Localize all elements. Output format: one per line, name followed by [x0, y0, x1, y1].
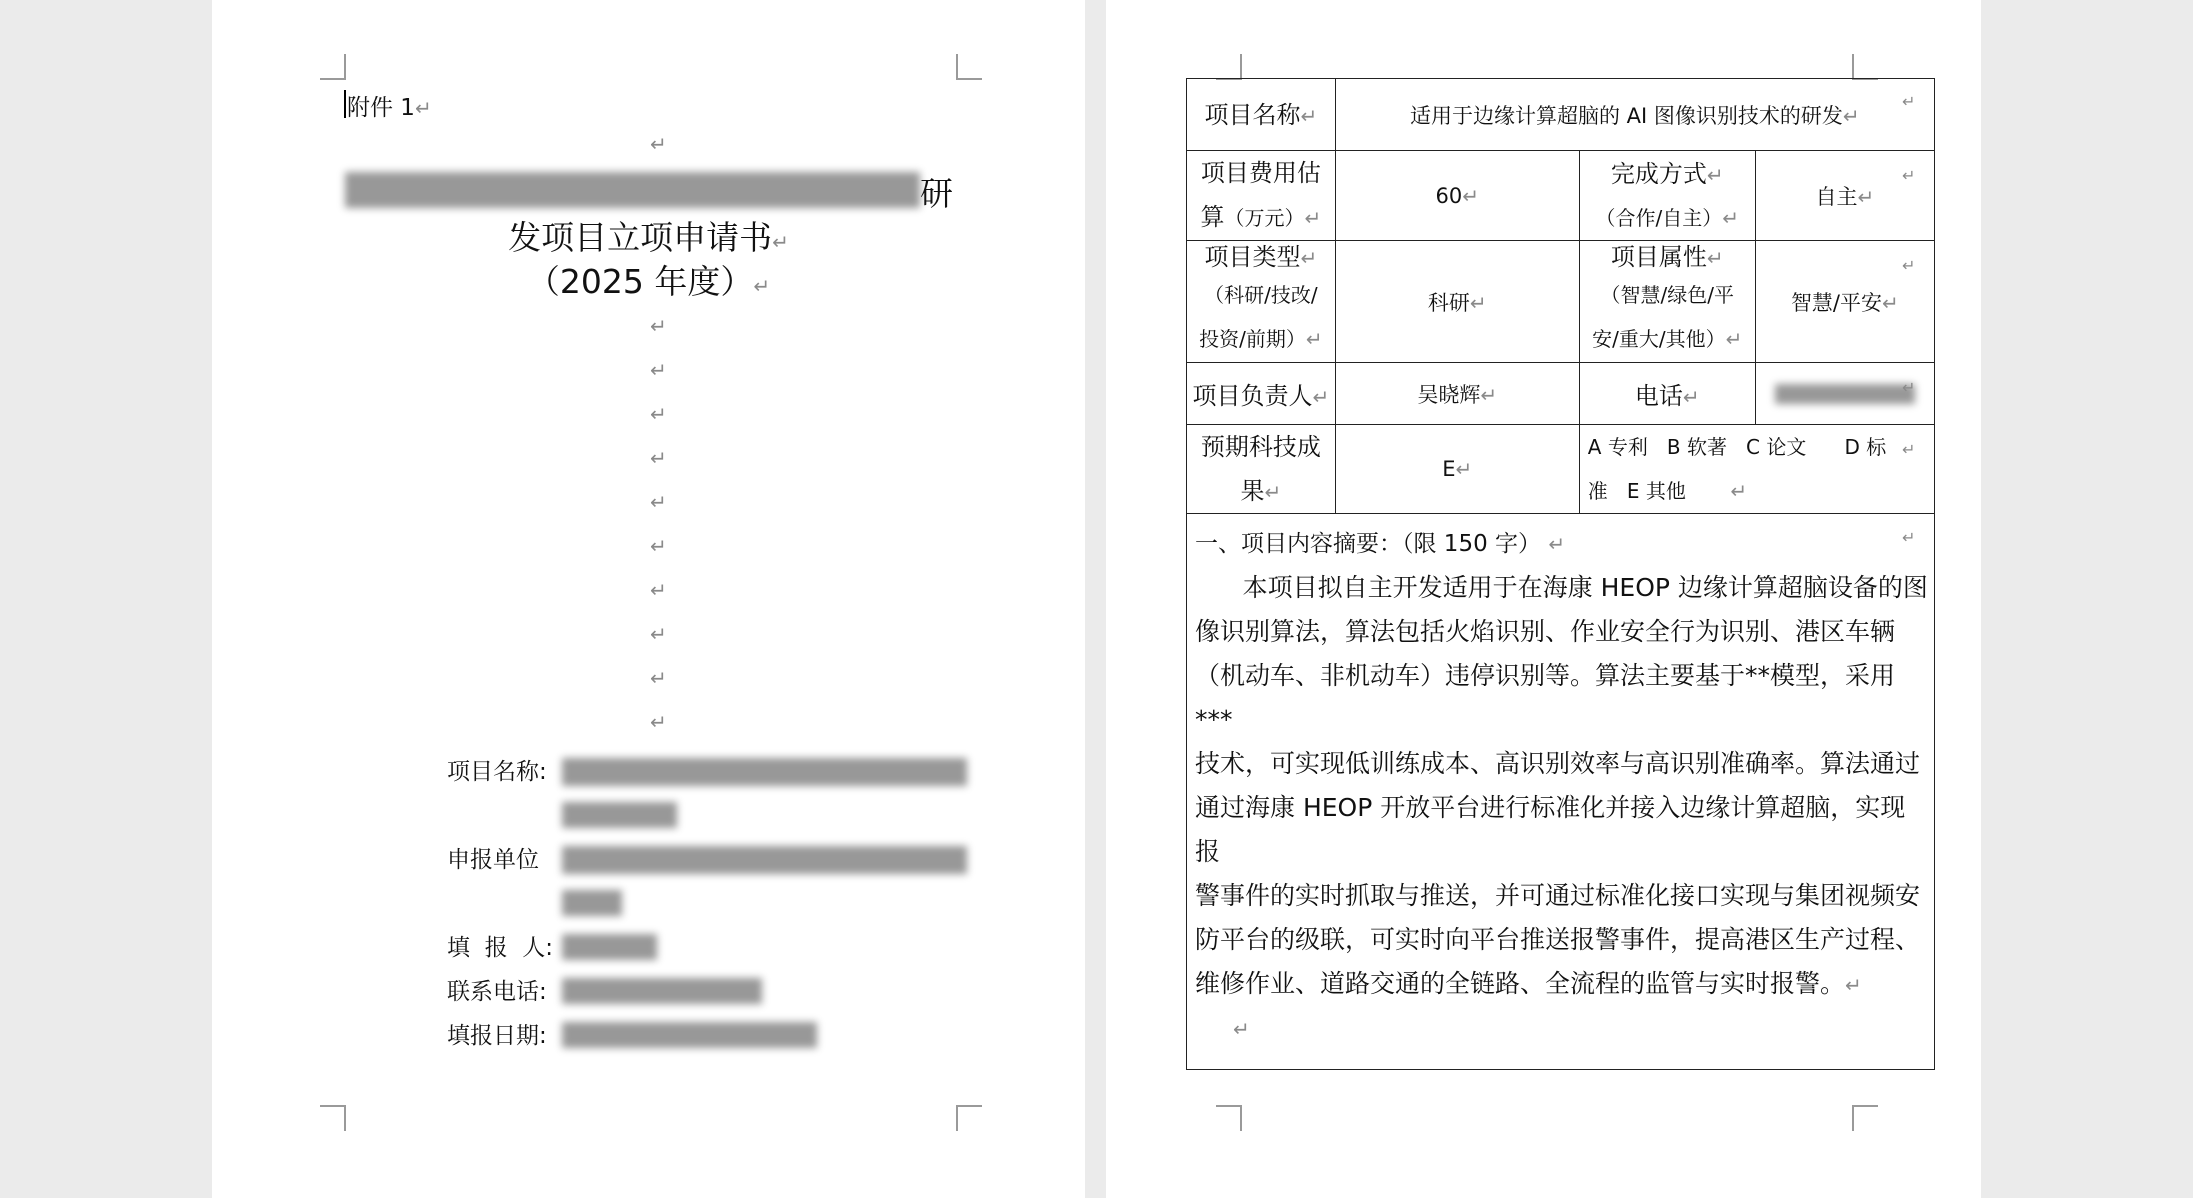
title-line3: （2025 年度）↵	[526, 262, 771, 301]
cell-project-name-value[interactable]: 适用于边缘计算超脑的 AI 图像识别技术的研发↵	[1335, 79, 1934, 151]
cell-leader-label[interactable]: 项目负责人↵	[1187, 363, 1336, 425]
corner-mark	[1216, 54, 1242, 80]
cell-result-value[interactable]: E↵	[1335, 425, 1579, 514]
cell-result-options[interactable]	[1579, 425, 1934, 514]
cell-type-label[interactable]	[1187, 241, 1336, 363]
cell-completion-label[interactable]	[1579, 151, 1755, 241]
type-hint-line2: 投资/前期）↵	[1199, 327, 1323, 351]
type-label: 项目类型↵	[1204, 243, 1318, 271]
cell-phone-label[interactable]: 电话↵	[1579, 363, 1755, 425]
attachment-label[interactable]: 附件 1↵	[347, 95, 432, 121]
paragraph-mark: ↵	[650, 534, 667, 558]
corner-mark	[1216, 1105, 1242, 1131]
summary-line: 本项目拟自主开发适用于在海康 HEOP 边缘计算超脑设备的图	[1195, 573, 1928, 602]
cell-leader-value[interactable]: 吴晓辉↵	[1335, 363, 1579, 425]
completion-label: 完成方式↵	[1610, 159, 1724, 188]
row-end-mark: ↵	[1902, 528, 1916, 547]
paragraph-mark: ↵	[650, 446, 667, 470]
row-end-mark: ↵	[1902, 256, 1916, 275]
project-form-table	[1186, 78, 1935, 1070]
corner-mark	[1852, 54, 1878, 80]
cell-completion-value[interactable]: 自主↵	[1755, 151, 1934, 241]
paragraph-mark: ↵	[650, 402, 667, 426]
summary-line: 防平台的级联，可实时向平台推送报警事件，提高港区生产过程、	[1195, 925, 1921, 954]
redacted-project-name-2	[562, 802, 677, 828]
redacted-title	[345, 172, 920, 208]
result-options-line1: A 专利 B 软著 C 论文 D 标	[1587, 435, 1887, 459]
paragraph-mark: ↵	[650, 490, 667, 514]
paragraph-mark: ↵	[650, 622, 667, 646]
result-options-line2: 准 E 其他 ↵	[1587, 479, 1748, 503]
paragraph-mark: ↵	[650, 578, 667, 602]
redacted-project-name	[562, 758, 967, 786]
summary-line: 技术，可实现低训练成本、高识别效率与高识别准确率。算法通过	[1195, 749, 1921, 778]
title-line2: 发项目立项申请书↵	[508, 218, 789, 257]
cell-summary[interactable]	[1187, 514, 1935, 1070]
type-hint-line1: （科研/技改/	[1204, 283, 1318, 307]
cell-attr-label[interactable]	[1579, 241, 1755, 363]
result-label-line1: 预期科技成	[1200, 433, 1321, 461]
cost-label-line1: 项目费用估	[1200, 159, 1321, 187]
text-cursor	[344, 90, 346, 118]
field-label-applicant-unit: 申报单位	[447, 847, 539, 873]
cell-cost-label[interactable]	[1187, 151, 1336, 241]
paragraph-mark: ↵	[650, 710, 667, 734]
field-label-date: 填报日期:	[447, 1023, 547, 1049]
field-label-filler: 填 报 人:	[447, 935, 553, 961]
summary-line: 像识别算法，算法包括火焰识别、作业安全行为识别、港区车辆	[1195, 617, 1896, 646]
summary-line-last: 维修作业、道路交通的全链路、全流程的监管与实时报警。↵	[1195, 969, 1862, 998]
corner-mark	[1852, 1105, 1878, 1131]
cost-label-line2: 算（万元）↵	[1200, 203, 1322, 231]
redacted-applicant-unit	[562, 846, 967, 874]
row-end-mark: ↵	[1902, 92, 1916, 111]
cell-project-name-label[interactable]: 项目名称↵	[1187, 79, 1336, 151]
summary-line: 警事件的实时抓取与推送，并可通过标准化接口实现与集团视频安	[1195, 881, 1921, 910]
summary-line: 通过海康 HEOP 开放平台进行标准化并接入边缘计算超脑，实现报	[1195, 793, 1906, 866]
field-label-phone: 联系电话:	[447, 979, 547, 1005]
attr-label: 项目属性↵	[1610, 243, 1724, 271]
cell-cost-value[interactable]: 60↵	[1335, 151, 1579, 241]
row-end-mark: ↵	[1902, 440, 1916, 459]
row-end-mark: ↵	[1902, 166, 1916, 185]
summary-heading: 一、项目内容摘要：（限 150 字） ↵	[1195, 531, 1566, 557]
corner-mark	[320, 54, 346, 80]
paragraph-mark: ↵	[650, 314, 667, 338]
paragraph-mark: ↵	[650, 358, 667, 382]
redacted-filler	[562, 934, 657, 960]
attr-hint-line1: （智慧/绿色/平	[1600, 283, 1735, 307]
redacted-date	[562, 1022, 817, 1048]
completion-hint: （合作/自主）↵	[1595, 205, 1740, 230]
redacted-phone	[562, 978, 762, 1004]
field-label-project-name: 项目名称:	[447, 759, 547, 785]
redacted-applicant-unit-2	[562, 890, 622, 916]
cell-result-label[interactable]	[1187, 425, 1336, 514]
paragraph-mark-row: ↵	[1233, 1017, 1250, 1041]
redacted-phone-number	[1775, 384, 1915, 404]
title-line1-tail: 研	[920, 174, 953, 213]
corner-mark	[956, 54, 982, 80]
attr-hint-line2: 安/重大/其他）↵	[1592, 327, 1743, 351]
paragraph-mark: ↵	[650, 666, 667, 690]
document-page-2	[1106, 0, 1981, 1198]
cell-type-value[interactable]: 科研↵	[1335, 241, 1579, 363]
row-end-mark: ↵	[1902, 378, 1916, 397]
summary-line: （机动车、非机动车）违停识别等。算法主要基于**模型，采用***	[1195, 661, 1896, 734]
document-page-1	[212, 0, 1085, 1198]
cell-attr-value[interactable]: 智慧/平安↵	[1755, 241, 1934, 363]
paragraph-mark: ↵	[650, 132, 667, 156]
corner-mark	[956, 1105, 982, 1131]
result-label-line2: 果↵	[1240, 477, 1282, 505]
corner-mark	[320, 1105, 346, 1131]
